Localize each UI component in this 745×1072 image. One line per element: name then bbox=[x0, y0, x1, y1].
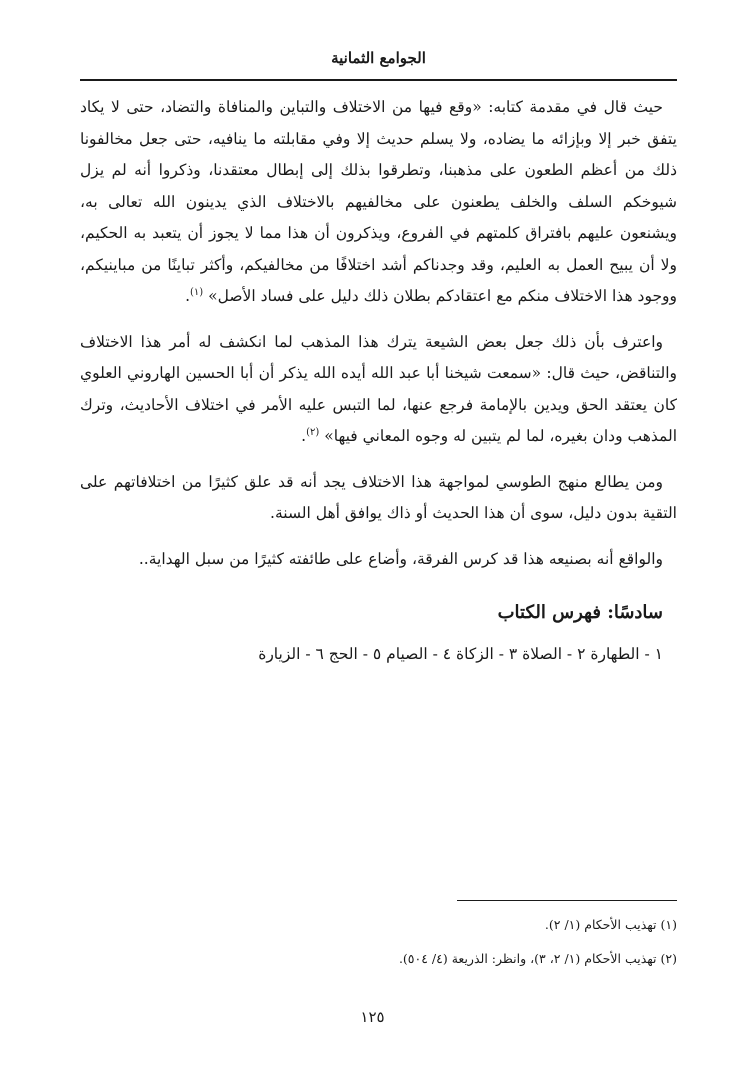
footnote-rule bbox=[457, 900, 677, 901]
footnotes bbox=[80, 908, 677, 976]
paragraph-2: واعترف بأن ذلك جعل بعض الشيعة يترك هذا المذهب لما انكشف له أمر هذا الاختلاف والتناقض، حيث قال: «سمعت شيخنا أبا عبد الله أيده الله يذكر أن أبا الحسين الهاروني العلوي كان يعتقد الحق ويدين بالإمامة فرجع عنها، لما التبس عليه الأمر في اختلاف الأحاديث، وترك المذهب ودان بغيره، لما لم يتبين له وجوه المعاني فيها» $^{(٢)}$. bbox=[80, 332, 677, 445]
toc-line: ١ - الطهارة ٢ - الصلاة ٣ - الزكاة ٤ - الصيام ٥ - الحج ٦ - الزيارة bbox=[258, 644, 663, 663]
footnote-1: (١) تهذيب الأحكام (١/ ٢). bbox=[544, 917, 677, 932]
page-number: ١٢٥ bbox=[360, 1008, 385, 1026]
paragraph-1-text: حيث قال في مقدمة كتابه: «وقع فيها من الاختلاف والتباين والمنافاة والتضاد، حتى لا يكاد يتفق خبر إلا وبإزائه ما يضاده، ولا يسلم حديث إلا وفي مقابلته ما ينافيه، حتى جعل مخالفونا ذلك من أعظم الطعون على مذهبنا، وتطرقوا بذلك إلى إبطال معتقدنا، وذكروا أنه لم يزل شيوخكم السلف والخلف يطعنون على مخالفيهم بالاختلاف الذي يدينون الله تعالى به، ويشنعون عليهم بافتراق كلمتهم في الفروع، ويذكرون أن هذا مما لا يجوز أن يتعبد به الحكيم، ولا أن يبيح العمل به العليم، وقد وجدناكم أشد اختلافًا من مخالفيكم، وأكثر تباينًا من مباينيكم، ووجود هذا الاختلاف منكم مع اعتقادكم بطلان ذلك دليل على فساد الأصل» bbox=[80, 98, 677, 305]
header-rule bbox=[80, 79, 677, 81]
running-header: الجوامع الثمانية bbox=[331, 49, 426, 67]
section-title: سادسًا: فهرس الكتاب bbox=[497, 602, 663, 623]
paragraph-1: حيث قال في مقدمة كتابه: «وقع فيها من الاختلاف والتباين والمنافاة والتضاد، حتى لا يكاد يتفق خبر إلا وبإزائه ما يضاده، ولا يسلم حديث إلا وفي مقابلته ما ينافيه، حتى جعل مخالفونا ذلك من أعظم الطعون على مذهبنا، وتطرقوا بذلك إلى إبطال معتقدنا، وذكروا أنه لم يزل شيوخكم السلف والخلف يطعنون على مخالفيهم بالاختلاف الذي يدينون الله تعالى به، ويشنعون عليهم بافتراق كلمتهم في الفروع، ويذكرون أن هذا مما لا يجوز أن يتعبد به الحكيم، ولا أن يبيح العمل به العليم، وقد وجدناكم أشد اختلافًا من مخالفيكم، وأكثر تباينًا من مباينيكم، ووجود هذا الاختلاف منكم مع اعتقادكم بطلان ذلك دليل على فساد الأصل» $^{(١)}$. bbox=[80, 98, 677, 305]
paragraph-2-text: واعترف بأن ذلك جعل بعض الشيعة يترك هذا المذهب لما انكشف له أمر هذا الاختلاف والتناقض، حيث قال: «سمعت شيخنا أبا عبد الله أيده الله يذكر أن أبا الحسين الهاروني العلوي كان يعتقد الحق ويدين بالإمامة فرجع عنها، لما التبس عليه الأمر في اختلاف الأحاديث، وترك المذهب ودان بغيره، لما لم يتبين له وجوه المعاني فيها» bbox=[80, 332, 677, 445]
footnote-ref-2: (٢) bbox=[306, 426, 320, 438]
paragraph-4: والواقع أنه بصنيعه هذا قد كرس الفرقة، وأضاع على طائفته كثيرًا من سبل الهداية.. bbox=[138, 549, 663, 568]
paragraph-3: ومن يطالع منهج الطوسي لمواجهة هذا الاختلاف يجد أنه قد علق كثيرًا من اختلافاتهم على التقية بدون دليل، سوى أن هذا الحديث أو ذاك يوافق أهل السنة. bbox=[80, 472, 677, 522]
body-text bbox=[80, 92, 677, 684]
footnote-2: (٢) تهذيب الأحكام (١/ ٢، ٣)، وانظر: الذريعة (٤/ ٥٠٤). bbox=[398, 951, 677, 966]
footnote-ref-1: (١) bbox=[190, 286, 204, 298]
